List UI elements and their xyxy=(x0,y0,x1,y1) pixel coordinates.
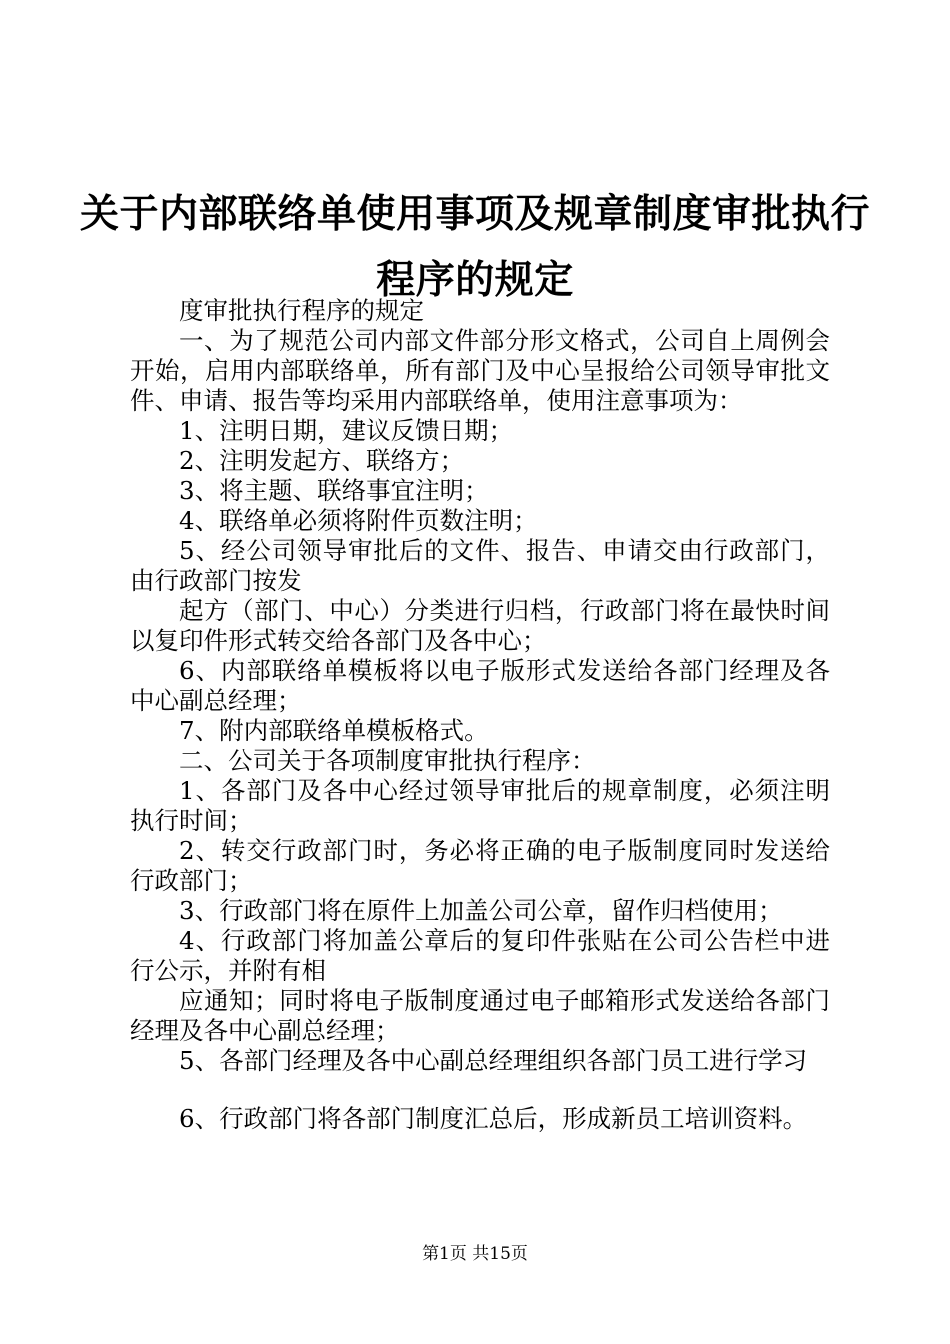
paragraph-item-1-4: 4、联络单必须将附件页数注明； xyxy=(179,506,538,535)
paragraph-item-1-7: 7、附内部联络单模板格式。 xyxy=(179,716,489,745)
paragraph-item-2-6: 6、行政部门将各部门制度汇总后，形成新员工培训资料。 xyxy=(179,1104,808,1133)
paragraph-subtitle: 度审批执行程序的规定 xyxy=(179,296,424,325)
paragraph-item-2-2: 2、转交行政部门时，务必将正确的电子版制度同时发送给行政部门； xyxy=(130,836,830,895)
document-body xyxy=(130,296,830,1134)
paragraph-item-2-1: 1、各部门及各中心经过领导审批后的规章制度，必须注明执行时间； xyxy=(130,776,830,835)
paragraph-item-1-1: 1、注明日期，建议反馈日期； xyxy=(179,416,514,445)
paragraph-section-1: 一、为了规范公司内部文件部分形文格式，公司自上周例会开始，启用内部联络单，所有部门及中心呈报给公司领导审批文件、申请、报告等均采用内部联络单，使用注意事项为： xyxy=(130,326,830,415)
paragraph-item-2-4: 4、行政部门将加盖公章后的复印件张贴在公司公告栏中进行公示，并附有相 xyxy=(130,926,830,985)
paragraph-item-1-5-cont: 起方（部门、中心）分类进行归档，行政部门将在最快时间以复印件形式转交给各部门及各中心； xyxy=(130,596,830,655)
paragraph-section-2: 二、公司关于各项制度审批执行程序： xyxy=(179,746,596,775)
title-line-1: 关于内部联络单使用事项及规章制度审批执行 xyxy=(79,192,870,237)
page-number: 第1页 共15页 xyxy=(422,1244,528,1264)
paragraph-item-1-2: 2、注明发起方、联络方； xyxy=(179,446,465,475)
title-line-2: 程序的规定 xyxy=(376,258,574,303)
paragraph-item-1-3: 3、将主题、联络事宜注明； xyxy=(179,476,489,505)
paragraph-item-2-5: 5、各部门经理及各中心副总经理组织各部门员工进行学习 xyxy=(179,1046,808,1075)
paragraph-item-2-3: 3、行政部门将在原件上加盖公司公章，留作归档使用； xyxy=(179,896,783,925)
paragraph-item-2-4-cont: 应通知；同时将电子版制度通过电子邮箱形式发送给各部门经理及各中心副总经理； xyxy=(130,986,830,1045)
document-title xyxy=(60,182,890,314)
paragraph-item-1-5: 5、经公司领导审批后的文件、报告、申请交由行政部门，由行政部门按发 xyxy=(130,536,830,595)
paragraph-item-1-6: 6、内部联络单模板将以电子版形式发送给各部门经理及各中心副总经理； xyxy=(130,656,830,715)
